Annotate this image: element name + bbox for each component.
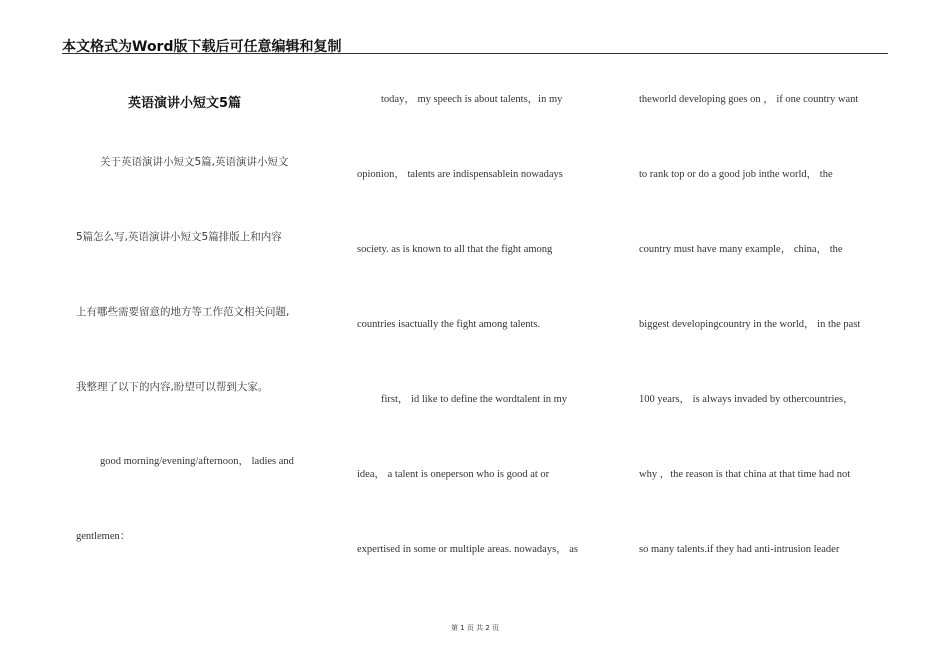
paragraph-line: today， my speech is about talents，in my	[381, 94, 563, 105]
paragraph-line: country must have many example， china， the	[639, 244, 843, 255]
document-header: 本文格式为Word版下载后可任意编辑和复制	[62, 39, 342, 55]
paragraph-line: idea， a talent is oneperson who is good at or	[357, 469, 550, 480]
paragraph-line: first， id like to define the wordtalent in my	[381, 394, 568, 405]
paragraph-line: gentlemen：	[76, 531, 131, 542]
paragraph-line: why ，the reason is that china at that time had not	[639, 469, 851, 480]
paragraph-line: 5篇怎么写,英语演讲小短文5篇排版上和内容	[76, 231, 282, 243]
paragraph-line: to rank top or do a good job inthe world， the	[639, 169, 833, 180]
paragraph-line: expertised in some or multiple areas. nowadays， as	[357, 544, 579, 555]
paragraph-line: theworld developing goes on ， if one country want	[639, 94, 859, 105]
paragraph-line: society. as is known to all that the fight among	[357, 244, 553, 255]
paragraph-line: 上有哪些需要留意的地方等工作范文相关问题,	[76, 306, 290, 318]
paragraph-line: so many talents.if they had anti-intrusion leader	[639, 544, 840, 555]
paragraph-line: opionion， talents are indispensablein nowadays	[357, 169, 563, 180]
page-number: 第 1 页 共 2 页	[450, 624, 500, 632]
document-title: 英语演讲小短文5篇	[128, 96, 242, 111]
paragraph-line: 我整理了以下的内容,盼望可以帮到大家。	[76, 381, 269, 393]
paragraph-line: 100 years， is always invaded by othercountries，	[639, 394, 854, 405]
paragraph-line: biggest developingcountry in the world， in the past	[639, 319, 861, 330]
paragraph-line: good morning/evening/afternoon， ladies and	[100, 456, 294, 467]
paragraph-line: 关于英语演讲小短文5篇,英语演讲小短文	[100, 156, 289, 168]
header-rule	[62, 53, 888, 54]
paragraph-line: countries isactually the fight among talents.	[357, 319, 541, 330]
